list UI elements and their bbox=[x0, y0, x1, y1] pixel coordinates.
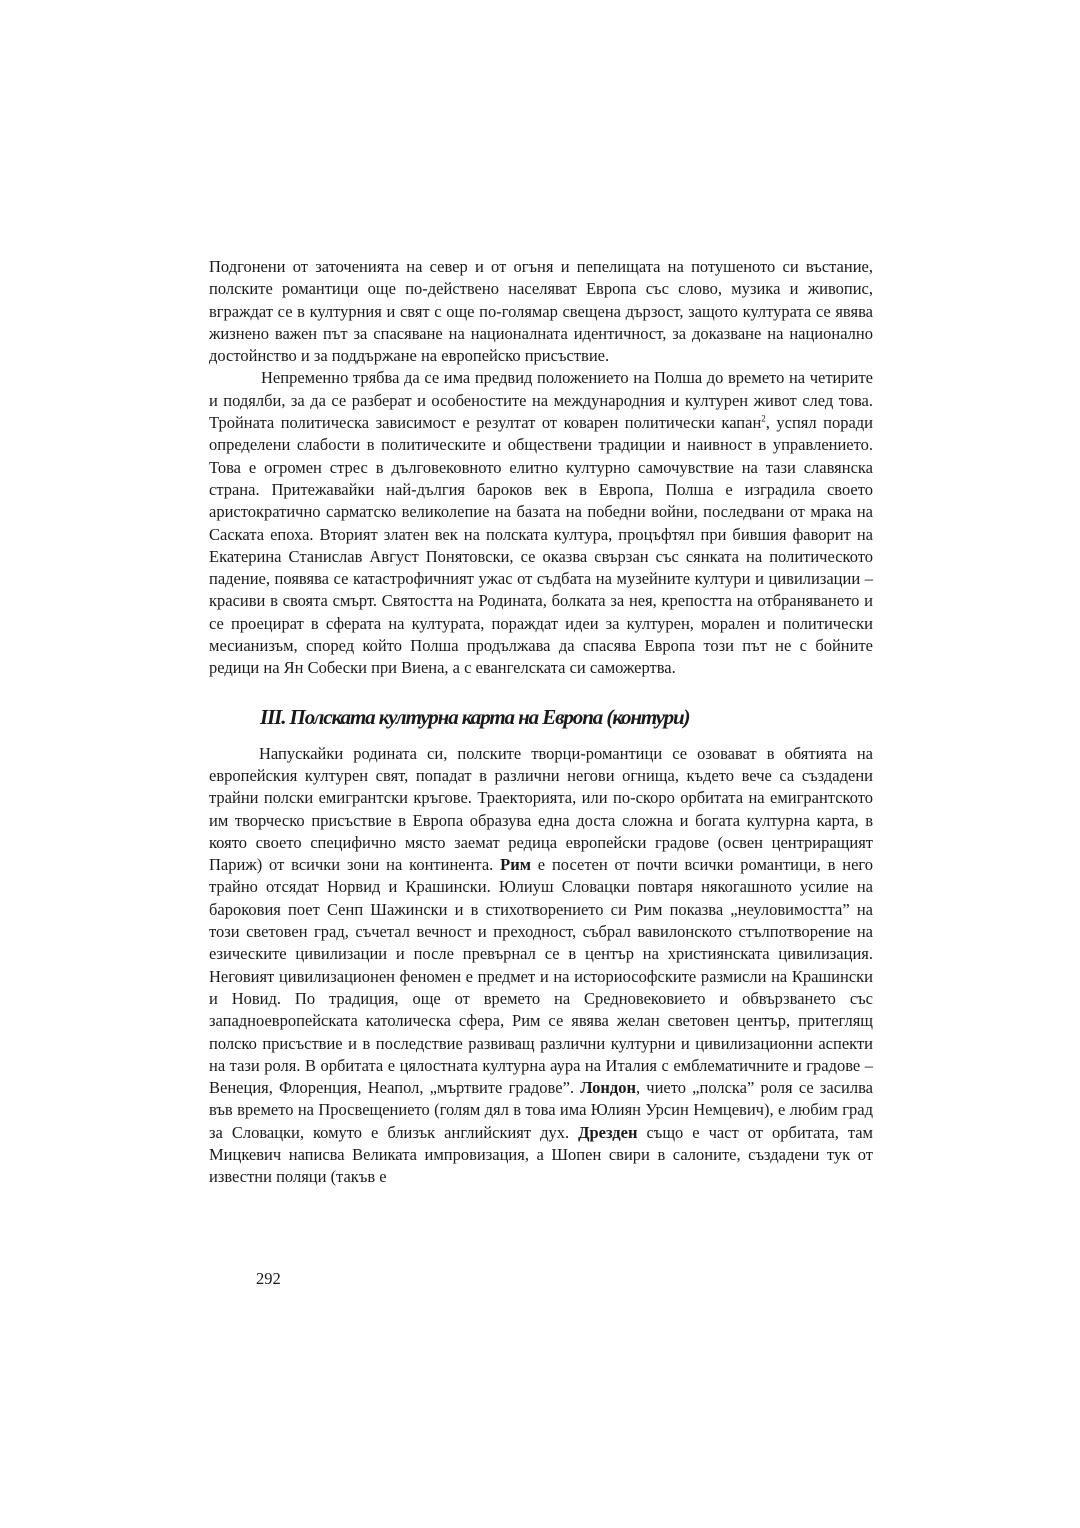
paragraph-1: Подгонени от заточенията на север и от огъня и пепелищата на потушеното си въстание, полските романтици още по-действено населяват Европа със слово, музика и живопис, вграждат се в културния и свят с още по-голямар свещена дързост, защото културата се явява жизнено важен път за спасяване на националната идентичност, за доказване на национално достойнство и за поддържане на европейско присъствие. bbox=[209, 257, 873, 366]
bold-term-rome: Рим bbox=[500, 855, 531, 875]
page-number: 292 bbox=[256, 1269, 281, 1288]
footnote-mark[interactable]: 2 bbox=[761, 413, 766, 424]
paragraph-2-text-a: Непременно трябва да се има предвид положението на Полша до времето на четирите и подялби, за да се разберат и особеностите на международния и културен живот след това. Тройната политическа зависимост е резултат от коварен политически капан bbox=[209, 368, 873, 433]
paragraph-3-text-d: също е част от орбитата, там Мицкевич написва Великата импровизация, а Шопен свири в салоните, създадени тук от известни поляци (такъв е bbox=[209, 1122, 874, 1187]
bold-term-dresden: Дрезден bbox=[578, 1122, 638, 1142]
paragraph-3 bbox=[209, 743, 873, 1189]
paragraph-3-text-a: Напускайки родината си, полските творци-романтици се озовават в обятията на европейския културен свят, попадат в различни негови огнища, където вече са създадени трайни полски емигрантски кръгове. Траекторията, или по-скоро орбитата на емигрантското им творческо присъствие в Европа образува една доста сложна и богата културна карта, в която своето специфично място заемат редица европейски градове (освен центриращият Париж) от всички зони на континента. bbox=[209, 743, 873, 875]
section-heading: III. Полската културна карта на Европа (контури) bbox=[260, 704, 690, 729]
page-body bbox=[209, 256, 873, 1189]
paragraph-2 bbox=[209, 367, 873, 679]
paragraph-3-text-b: е посетен от почти всички романтици, в него трайно отсядат Норвид и Крашински. Юлиуш Словацки повтаря някогашното усилие на бароковия поет Сенп Шажински и в стихотворението си Рим показва „неуловимостта” на този световен град, съчетал вечност и преходност, събрал вавилонското стълпотворение на езическите цивилизации и после превърнал се в център на християнската цивилизация. Неговият цивилизационен феномен е предмет и на историософските размисли на Крашински и Новид. По традиция, още от времето на Средновековието и обвързването със западноевропейската католическа сфера, Рим се явява желан световен център, притеглящ полско присъствие и в последствие развиващ различни културни и цивилизационни аспекти на тази роля. В орбитата е цялостната културна аура на Италия с емблематичните и градове – Венеция, Флоренция, Неапол, „мъртвите градове”. bbox=[209, 855, 874, 1098]
paragraph-2-text-b: , успял поради определени слабости в политическите и обществени традиции и наивност в управлението. Това е огромен стрес в дълговековното елитно културно самочувствие на тази славянска страна. Притежавайки най-дългия бароков век в Европа, Полша е изградила своето аристократично сарматско великолепие на базата на победни войни, последвани от мрака на Саската епоха. Вторият златен век на полската култура, процъфтял при бившия фаворит на Екатерина Станислав Август Понятовски, се оказва свързан със сянката на политическото падение, появява се катастрофичният ужас от съдбата на музейните култури и цивилизации – красиви в своята смърт. Святостта на Родината, болката за нея, крепостта на отбраняването и се проецират в сферата на културата, пораждат идеи за културен, морален и политически месианизъм, според който Полша продължава да спасява Европа този път не с бойните редици на Ян Собески при Виена, а с евангелската си саможертва. bbox=[209, 413, 873, 678]
bold-term-london: Лондон bbox=[580, 1078, 636, 1098]
paragraph-3-text-c: , чието „полска” роля се засилва във времето на Просвещението (голям дял в това има Юлиян Урсин Немцевич), е любим град за Словацки, комуто е близък английският дух. bbox=[209, 1078, 873, 1142]
